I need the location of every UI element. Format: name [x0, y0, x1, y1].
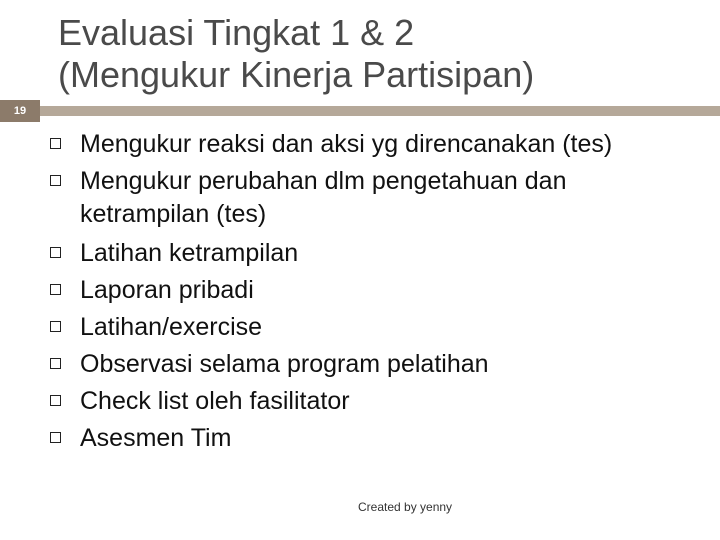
list-item-text: Observasi selama program pelatihan — [80, 350, 489, 378]
slide-title-line-2: (Mengukur Kinerja Partisipan) — [58, 54, 535, 95]
square-bullet-icon — [50, 247, 61, 258]
list-item-text: Mengukur reaksi dan aksi yg direncanakan (tes) — [80, 130, 613, 158]
list-item — [50, 420, 690, 457]
square-bullet-icon — [50, 395, 61, 406]
square-bullet-icon — [50, 432, 61, 443]
list-item — [50, 383, 690, 420]
square-bullet-icon — [50, 284, 61, 295]
list-item-text: Laporan pribadi — [80, 276, 254, 304]
list-item-text: Latihan/exercise — [80, 313, 263, 341]
footer-credit: Created by yenny — [358, 500, 453, 514]
list-item-text: Check list oleh fasilitator — [80, 387, 350, 415]
list-item — [50, 128, 690, 161]
list-item-text: Mengukur perubahan dlm pengetahuan dan ketrampilan (tes) — [80, 167, 567, 228]
slide-number: 19 — [0, 100, 40, 122]
list-item — [50, 235, 690, 272]
square-bullet-icon — [50, 358, 61, 369]
square-bullet-icon — [50, 321, 61, 332]
list-item — [50, 309, 690, 346]
list-item — [50, 272, 690, 309]
list-item — [50, 346, 690, 383]
square-bullet-icon — [50, 138, 61, 149]
list-item-text: Asesmen Tim — [80, 424, 232, 452]
slide-title-line-1: Evaluasi Tingkat 1 & 2 — [58, 12, 415, 53]
list-item — [50, 165, 690, 231]
title-divider — [40, 106, 720, 116]
square-bullet-icon — [50, 175, 61, 186]
slide-title — [58, 12, 708, 96]
bullet-list — [50, 128, 690, 457]
list-item-text: Latihan ketrampilan — [80, 239, 299, 267]
